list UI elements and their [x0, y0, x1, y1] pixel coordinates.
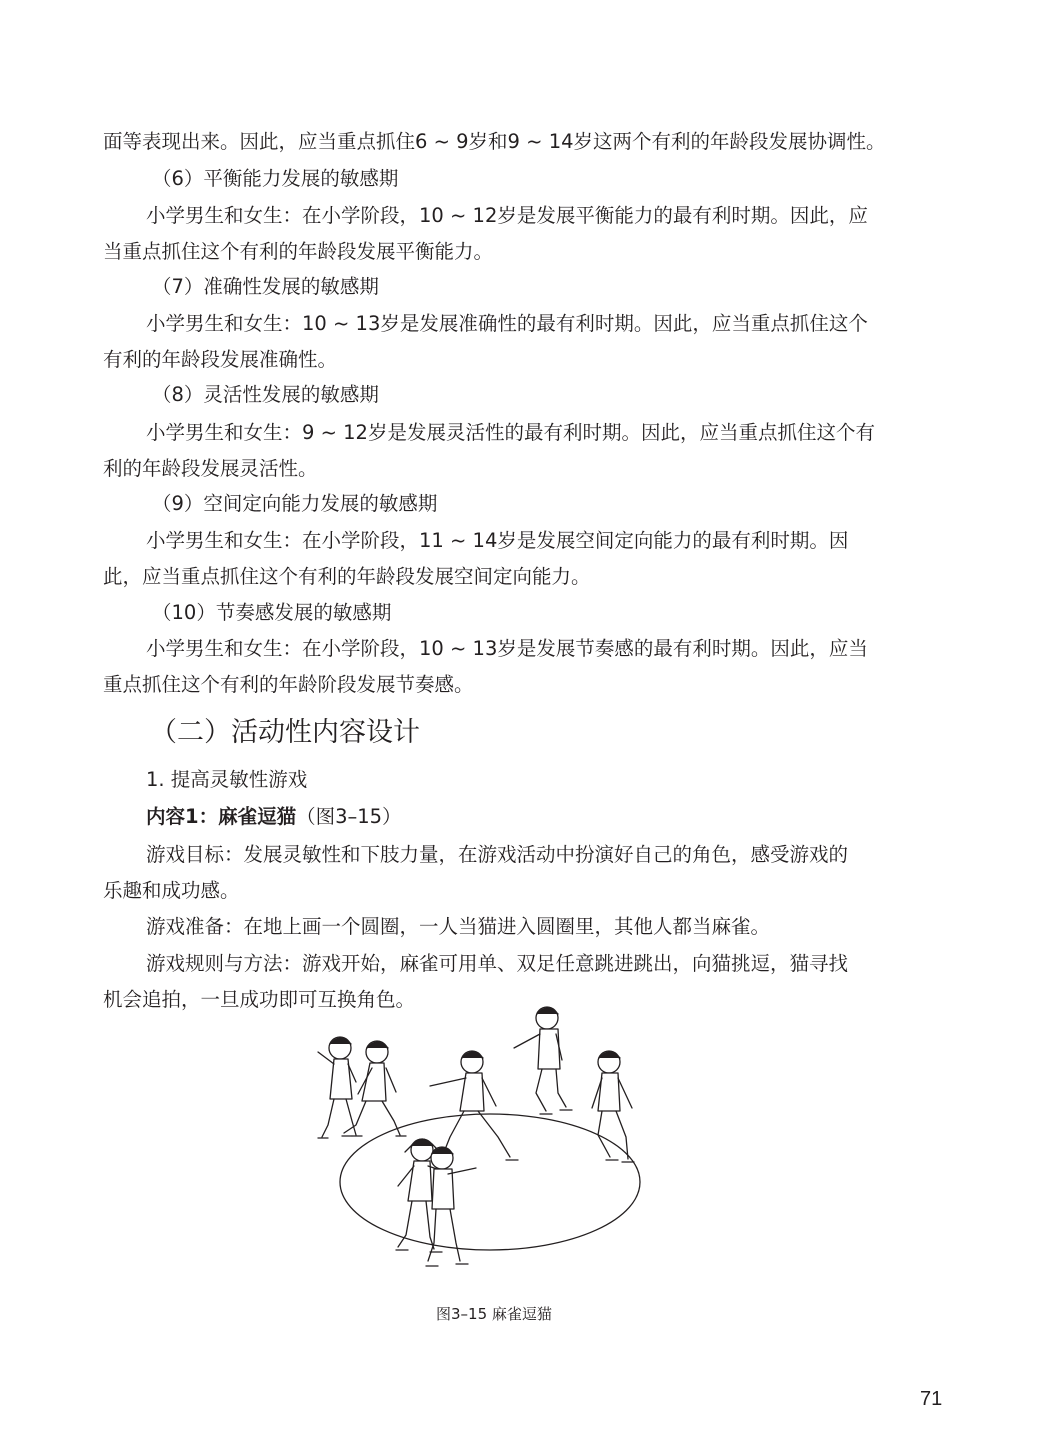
paragraph-agility-line2: 利的年龄段发展灵活性。 [103, 457, 318, 480]
child-figure [592, 1051, 634, 1162]
game-rules-line2: 机会追拍，一旦成功即可互换角色。 [103, 988, 416, 1011]
paragraph-balance-line1: 小学男生和女生：在小学阶段，10 ~ 12岁是发展平衡能力的最有利时期。因此，应 [146, 204, 868, 227]
child-figure [430, 1051, 518, 1160]
section-heading: （二）活动性内容设计 [150, 717, 420, 748]
paragraph-accuracy-line1: 小学男生和女生：10 ~ 13岁是发展准确性的最有利时期。因此，应当重点抓住这个 [146, 312, 868, 335]
paragraph-accuracy-line2: 有利的年龄段发展准确性。 [103, 348, 338, 371]
child-figure [318, 1037, 362, 1138]
game-preparation: 游戏准备：在地上画一个圆圈，一人当猫进入圆圈里，其他人都当麻雀。 [146, 915, 771, 938]
heading-spatial-period: （9）空间定向能力发展的敏感期 [152, 492, 438, 515]
figure-children-circle-game [300, 1000, 660, 1280]
game-rules-line1: 游戏规则与方法：游戏开始，麻雀可用单、双足任意跳进跳出，向猫挑逗，猫寻找 [146, 952, 849, 975]
paragraph-spatial-line2: 此，应当重点抓住这个有利的年龄段发展空间定向能力。 [103, 565, 591, 588]
ground-circle [340, 1114, 640, 1250]
paragraph-rhythm-line2: 重点抓住这个有利的年龄阶段发展节奏感。 [103, 673, 474, 696]
game-goal-line2: 乐趣和成功感。 [103, 879, 240, 902]
heading-balance-period: （6）平衡能力发展的敏感期 [152, 167, 399, 190]
paragraph-coordination-end: 面等表现出来。因此，应当重点抓住6 ~ 9岁和9 ~ 14岁这两个有利的年龄段发展协调性。 [103, 130, 886, 153]
figure-caption: 图3–15 麻雀逗猫 [436, 1305, 552, 1323]
paragraph-agility-line1: 小学男生和女生：9 ~ 12岁是发展灵活性的最有利时期。因此，应当重点抓住这个有 [146, 421, 875, 444]
paragraph-balance-line2: 当重点抓住这个有利的年龄段发展平衡能力。 [103, 240, 494, 263]
subsection-heading: 1. 提高灵敏性游戏 [146, 768, 308, 791]
paragraph-rhythm-line1: 小学男生和女生：在小学阶段，10 ~ 13岁是发展节奏感的最有利时期。因此，应当 [146, 637, 868, 660]
paragraph-spatial-line1: 小学男生和女生：在小学阶段，11 ~ 14岁是发展空间定向能力的最有利时期。因 [146, 529, 849, 552]
heading-agility-period: （8）灵活性发展的敏感期 [152, 383, 379, 406]
heading-accuracy-period: （7）准确性发展的敏感期 [152, 275, 379, 298]
child-figure [514, 1007, 572, 1114]
heading-rhythm-period: （10）节奏感发展的敏感期 [152, 601, 392, 624]
content-title [146, 800, 926, 833]
content-label: 内容1：麻雀逗猫 [146, 805, 297, 828]
page-number: 71 [920, 1388, 943, 1410]
game-goal-line1: 游戏目标：发展灵敏性和下肢力量，在游戏活动中扮演好自己的角色，感受游戏的 [146, 843, 849, 866]
figure-reference: （图3–15） [296, 805, 402, 828]
